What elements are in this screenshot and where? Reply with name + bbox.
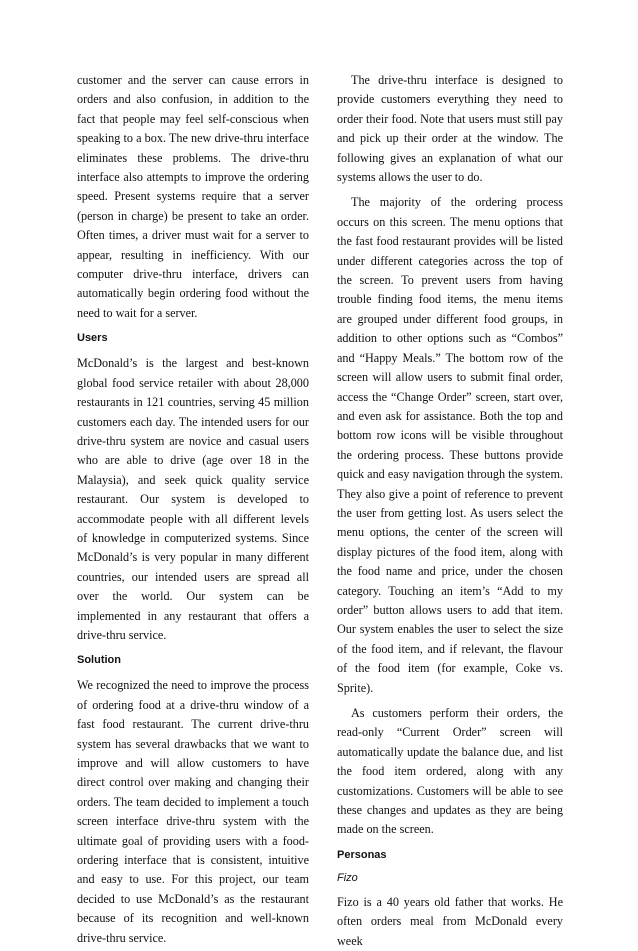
persona-paragraph: Fizo is a 40 years old father that works. He often orders meal from McDonald every week: [337, 894, 563, 948]
interface-paragraph: The drive-thru interface is designed to provide customers everything they need to order their food. Note that users must still pay and pick up their order at the window. The following gives an explanation of what our systems allows the user to do.: [337, 73, 563, 185]
intro-paragraph: customer and the server can cause errors in orders and also confusion, in addition to the fact that people may feel self-conscious when speaking to a box. The new drive-thru interface eliminates these problems. The drive-thru interface also attempts to improve the ordering speed. Present systems require that a server (person in charge) be present to take an order. Often times, a driver must wait for a server to appear, resulting in inefficiency. With our computer drive-thru interface, drivers can automatically begin ordering food without the need to wait for a server.: [77, 73, 309, 320]
right-column: [337, 71, 563, 951]
solution-heading: Solution: [77, 654, 121, 667]
current-order-paragraph: As customers perform their orders, the read-only “Current Order” screen will automatically update the balance due, and list the food item ordered, along with any customizations. Customers will be able to see these changes and updates as they are being made on the screen.: [337, 706, 563, 837]
persona-name-heading: Fizo: [337, 871, 358, 884]
users-heading: Users: [77, 332, 108, 345]
ordering-process-paragraph: The majority of the ordering process occurs on this screen. The menu options that the fast food restaurant provides will be listed under different categories across the top of the screen. To prevent users from having trouble finding food items, the menu items are grouped under different food groups, in addition to other options such as “Combos” and “Happy Meals.” The bottom row of the screen will allow users to submit final order, access the “Change Order” screen, start over, and even ask for assistance. Both the top and bottom row icons will be visible throughout the ordering process. These buttons provide quick and easy navigation through the system. They also give a point of reference to prevent the user from getting lost. As users select the menu options, the center of the screen will display pictures of the food item, along with the food name and price, under the chosen category. Touching an item’s “Add to my order” button allows users to add that item. Our system enables the user to select the size of the food item, and if relevant, the flavour of the food item (for example, Coke vs. Sprite).: [337, 195, 563, 695]
personas-heading: Personas: [337, 848, 387, 861]
users-paragraph: McDonald’s is the largest and best-known global food service retailer with about 28,000 restaurants in 121 countries, serving 45 million customers each day. The intended users for our drive-thru system are novice and casual users who are able to drive (age over 18 in the Malaysia), and seek quick quality service restaurant. Our system is developed to accommodate people with all different levels of knowledge in computerized systems. Since McDonald’s is very popular in many different countries, our intended users are spread all over the world. Our system can be implemented in any restaurant that offers a drive-thru service.: [77, 356, 309, 642]
left-column: [77, 71, 309, 948]
solution-paragraph: We recognized the need to improve the process of ordering food at a drive-thru window of a fast food restaurant. The current drive-thru system has several drawbacks that we want to improve and will allow customers to have direct control over making and changing their orders. The team decided to implement a touch screen interface drive-thru system with the ultimate goal of providing users with a food-ordering interface that is consistent, intuitive and easy to use. For this project, our team decided to use McDonald’s as the restaurant because of its recognition and well-known drive-thru service.: [77, 678, 309, 945]
